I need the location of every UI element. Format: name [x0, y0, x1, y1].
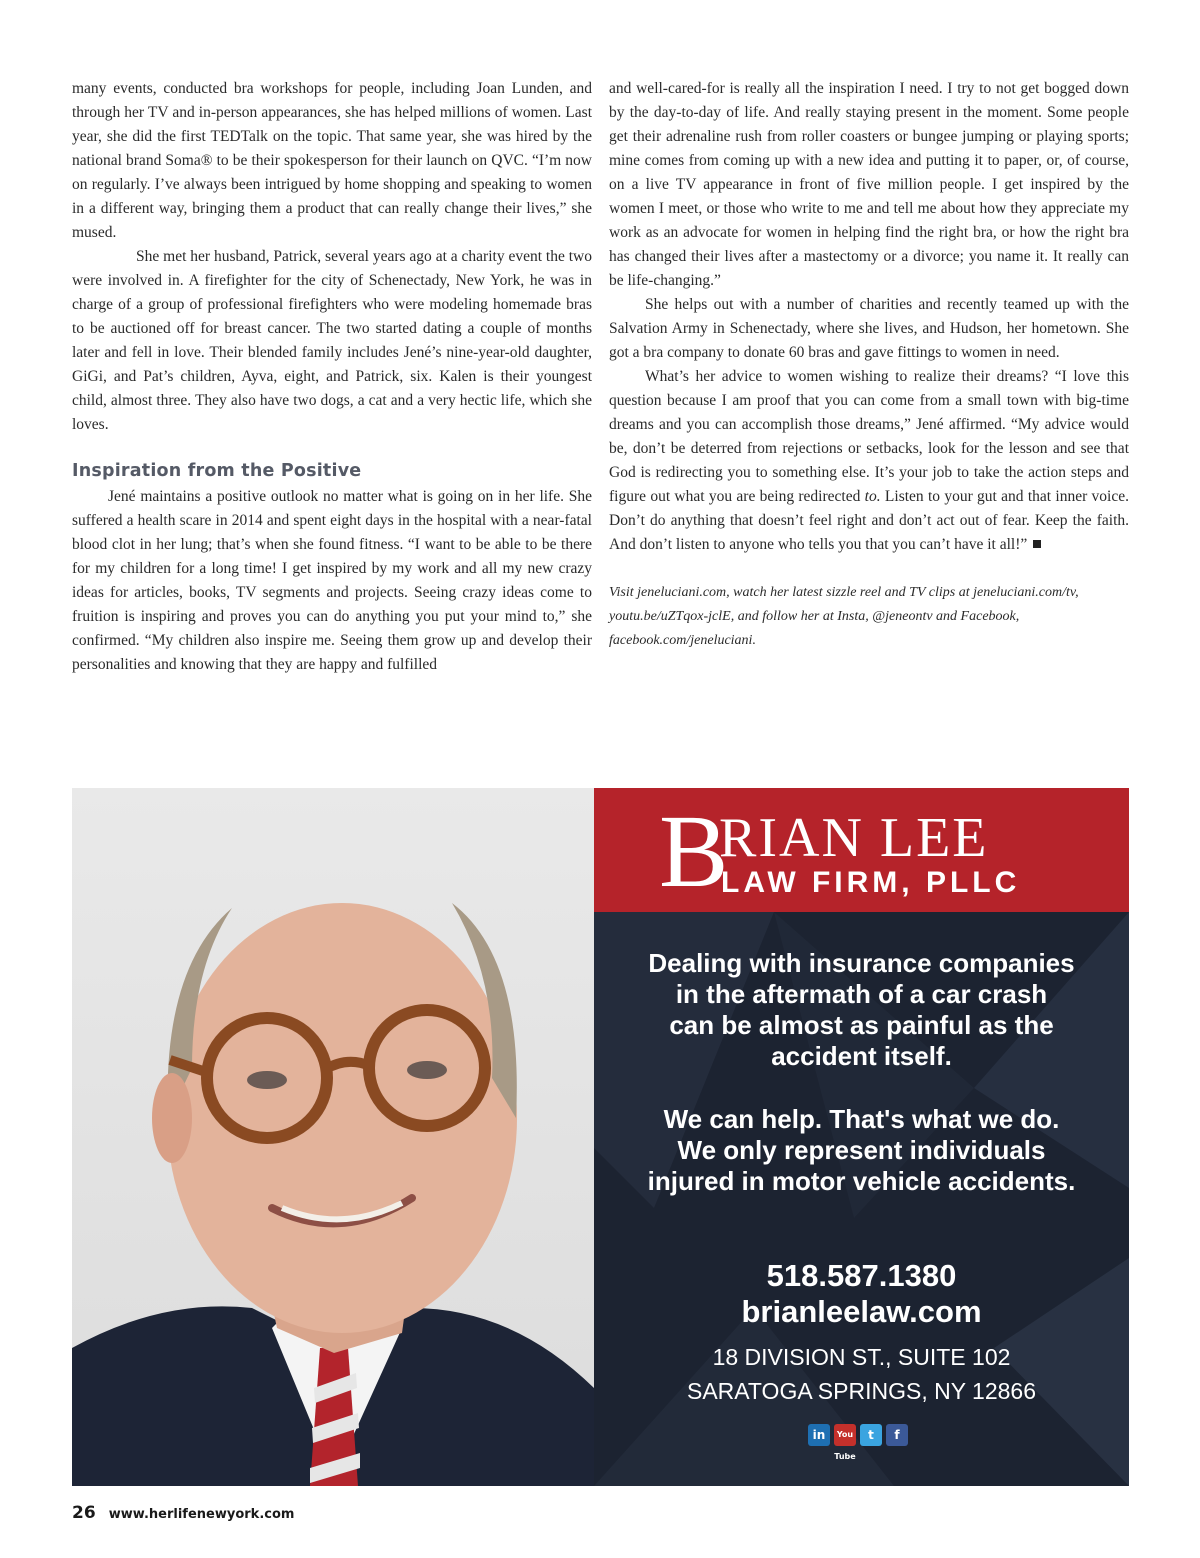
- ad-panel: [594, 788, 1129, 1486]
- logo-banner: [594, 788, 1129, 912]
- youtube-icon: You Tube: [834, 1424, 856, 1446]
- ad-message-line: can be almost as painful as the: [669, 1010, 1054, 1040]
- article-paragraph: She met her husband, Patrick, several years ago at a charity event the two were involved in. A firefighter for the city of Schenectady, New York, he was in charge of a group of professional firefighters who were modeling homemade bras to be auctioned off for breast cancer. The two started dating a couple of months later and fell in love. Their blended family includes Jené’s nine-year-old daughter, GiGi, and Pat’s children, Ayva, eight, and Patrick, six. Kalen is their youngest child, almost three. They also have two dogs, a cat and a very hectic life, which she loves.: [72, 248, 592, 433]
- attorney-photo: [72, 788, 594, 1486]
- page-footer: [72, 1503, 294, 1523]
- ad-message-line: Dealing with insurance companies: [648, 948, 1075, 978]
- logo-initial: B: [659, 794, 729, 909]
- ad-message-line: in the aftermath of a car crash: [675, 979, 1048, 1009]
- law-firm-advertisement: [72, 788, 1129, 1486]
- article-paragraph: [609, 365, 1129, 557]
- article-paragraph: Jené maintains a positive outlook no matter what is going on in her life. She suffered a health scare in 2014 and spent eight days in the hospital with a near-fatal blood clot in her lung; that’s when she found fitness. “I want to be able to be there for my children for a long time! I get inspired by my work and all my new crazy ideas for articles, books, TV segments and projects. Seeing crazy ideas come to fruition is inspiring and proves you can do anything you put your mind to,” she confirmed. “My children also inspire me. Seeing them grow up and develop their personalities and knowing that they are happy and fulfilled: [72, 488, 592, 673]
- paragraph-text: What’s her advice to women wishing to realize their dreams? “I love this question because I am proof that you can come from a small town with big-time dreams and you can accomplish those dreams,” Jené affirmed. “My advice would be, don’t be deterred from rejections or setbacks, look for the lesson and see that God is redirecting you to something else. It’s your job to take the action steps and figure out what you are being redirected: [609, 368, 1129, 505]
- logo-name: RIAN LEE: [719, 807, 989, 869]
- emphasis-text: to.: [864, 488, 881, 505]
- ad-address-line: 18 DIVISION ST., SUITE 102: [712, 1344, 1011, 1370]
- ad-help-message: [594, 1104, 1129, 1197]
- ad-address-line: SARATOGA SPRINGS, NY 12866: [687, 1378, 1036, 1404]
- linkedin-icon: in: [808, 1424, 830, 1446]
- footer-url: www.herlifenewyork.com: [108, 1507, 295, 1522]
- facebook-icon: f: [886, 1424, 908, 1446]
- paragraph-text: Listen to your gut and that inner voice. Don’t do anything that doesn’t feel right and don’t act out of fear. Keep the faith. And don’t listen to anyone who tells you that you can’t have it all!”: [609, 488, 1129, 553]
- section-heading: Inspiration from the Positive: [72, 461, 362, 481]
- twitter-icon: t: [860, 1424, 882, 1446]
- ad-help-line: We can help. That's what we do.: [663, 1104, 1060, 1134]
- article-paragraph: and well-cared-for is really all the inspiration I need. I try to not get bogged down by the day-to-day of life. And really staying present in the moment. Some people get their adrenaline rush from roller coasters or bungee jumping or playing sports; mine comes from coming up with a new idea and putting it to paper, or, of course, on a live TV appearance in front of five million people. I get inspired by the women I meet, or those who write to me and tell me about how they appreciate my work as an advocate for women in helping find the right bra, or how the right bra has changed their lives after a mastectomy or a divorce; you name it. It really can be life-changing.”: [609, 80, 1129, 289]
- end-mark-icon: [1033, 540, 1041, 548]
- ad-website: brianleelaw.com: [741, 1294, 982, 1329]
- visit-note: Visit jeneluciani.com, watch her latest sizzle reel and TV clips at jeneluciani.com/tv, youtu.be/uZTqox-jclE, and follow her at Insta, @jeneontv and Facebook, facebook.com/jeneluciani.: [609, 585, 1079, 648]
- ad-message-line: accident itself.: [771, 1041, 952, 1071]
- ad-phone: 518.587.1380: [766, 1258, 957, 1293]
- article-column-left: [72, 77, 592, 677]
- ad-help-line: We only represent individuals: [677, 1135, 1046, 1165]
- article-paragraph: She helps out with a number of charities and recently teamed up with the Salvation Army in Schenectady, where she lives, and Hudson, her hometown. She got a bra company to donate 60 bras and gave fittings to women in need.: [609, 296, 1129, 361]
- page-number: 26: [72, 1503, 96, 1523]
- social-icons: [808, 1424, 908, 1461]
- logo-firm: LAW FIRM, PLLC: [721, 866, 1021, 899]
- ad-help-line: injured in motor vehicle accidents.: [647, 1166, 1076, 1196]
- article-column-right: [609, 77, 1129, 653]
- attorney-portrait-illustration: [72, 788, 594, 1486]
- article-paragraph: many events, conducted bra workshops for people, including Joan Lunden, and through her TV and in-person appearances, she has helped millions of women. Last year, she did the first TEDTalk on the topic. That same year, she was hired by the national brand Soma® to be their spokesperson for their launch on QVC. “I’m now on regularly. I’ve always been intrigued by home shopping and speaking to women in a different way, bringing them a product that can really change their lives,” she mused.: [72, 80, 592, 241]
- ad-message: [594, 948, 1129, 1072]
